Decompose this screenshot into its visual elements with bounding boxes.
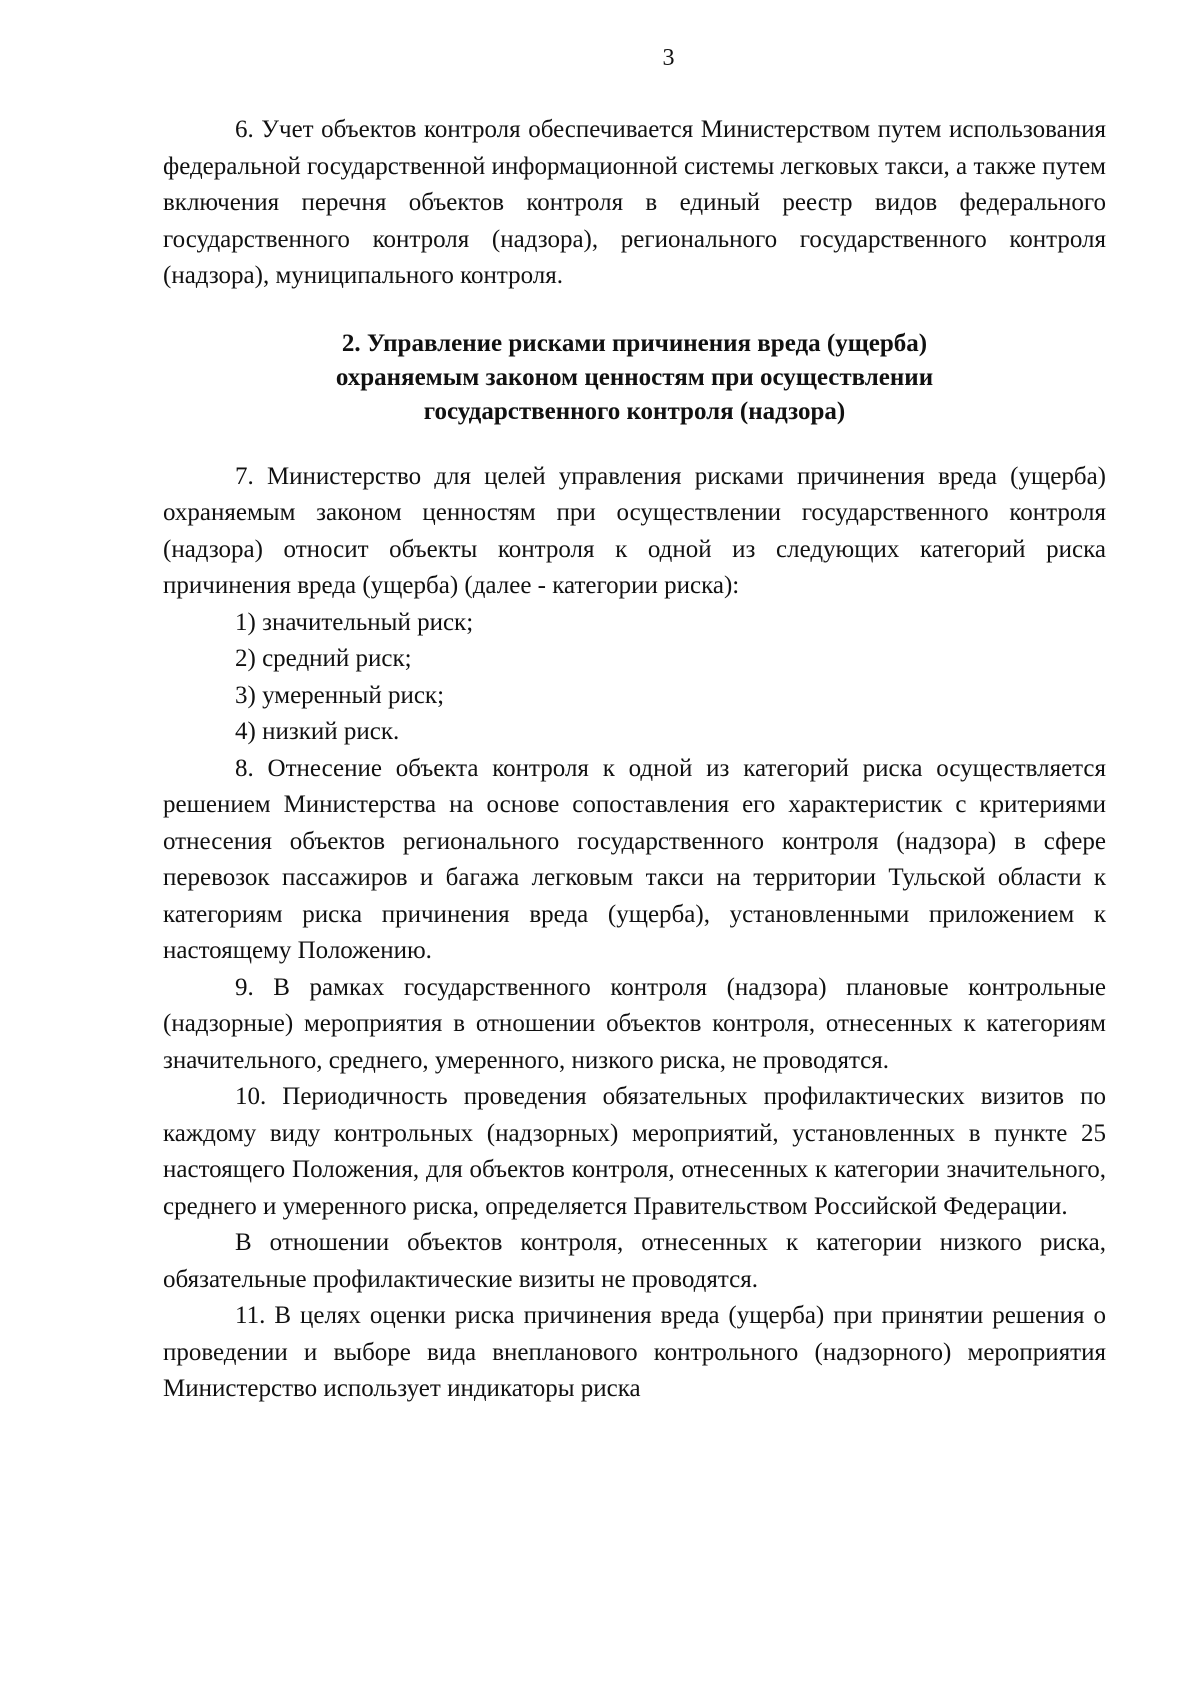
paragraph-6: 6. Учет объектов контроля обеспечивается Министерством путем использования федеральной государственной информационной системы легковых такси, а также путем включения перечня объектов контроля в единый реестр видов федерального государственного контроля (надзора), регионального государственного контроля (надзора), муниципального контроля. bbox=[163, 116, 1106, 289]
list-item: 3) умеренный риск; bbox=[235, 681, 445, 709]
paragraph-11: 11. В целях оценки риска причинения вреда (ущерба) при принятии решения о проведении и выборе вида внепланового контрольного (надзорного) мероприятия Министерство использует индикаторы риска bbox=[163, 1302, 1106, 1402]
list-item: 2) средний риск; bbox=[235, 645, 412, 672]
risk-category-list bbox=[163, 605, 1106, 751]
paragraph-10: 10. Периодичность проведения обязательных профилактических визитов по каждому виду контрольных (надзорных) мероприятий, установленных в пункте 25 настоящего Положения, для объектов контроля, отнесенных к категории значительного, среднего и умеренного риска, определяется Правительством Российской Федерации. bbox=[163, 1083, 1106, 1220]
section-heading-line-2: охраняемым законом ценностям при осуществлении bbox=[335, 363, 934, 391]
list-item: 4) низкий риск. bbox=[235, 718, 400, 745]
section-heading-line-1: 2. Управление рисками причинения вреда (ущерба) bbox=[341, 329, 928, 357]
paragraph-7: 7. Министерство для целей управления рисками причинения вреда (ущерба) охраняемым законом ценностям при осуществлении государственного контроля (надзора) относит объекты контроля к одной из следующих категорий риска причинения вреда (ущерба) (далее - категории риска): bbox=[163, 462, 1106, 599]
paragraph-10-note: В отношении объектов контроля, отнесенных к категории низкого риска, обязательные профилактические визиты не проводятся. bbox=[163, 1229, 1106, 1293]
section-heading bbox=[163, 327, 1106, 429]
list-item: 1) значительный риск; bbox=[235, 608, 474, 636]
page-number: 3 bbox=[662, 45, 675, 71]
paragraph-9: 9. В рамках государственного контроля (надзора) плановые контрольные (надзорные) мероприятия в отношении объектов контроля, отнесенных к категориям значительного, среднего, умеренного, низкого риска, не проводятся. bbox=[163, 973, 1106, 1074]
section-heading-line-3: государственного контроля (надзора) bbox=[423, 397, 846, 425]
paragraph-8: 8. Отнесение объекта контроля к одной из категорий риска осуществляется решением Министерства на основе сопоставления его характеристик с критериями отнесения объектов регионального государственного контроля (надзора) в сфере перевозок пассажиров и багажа легковым такси на территории Тульской области к категориям риска причинения вреда (ущерба), установленными приложением к настоящему Положению. bbox=[163, 754, 1106, 964]
